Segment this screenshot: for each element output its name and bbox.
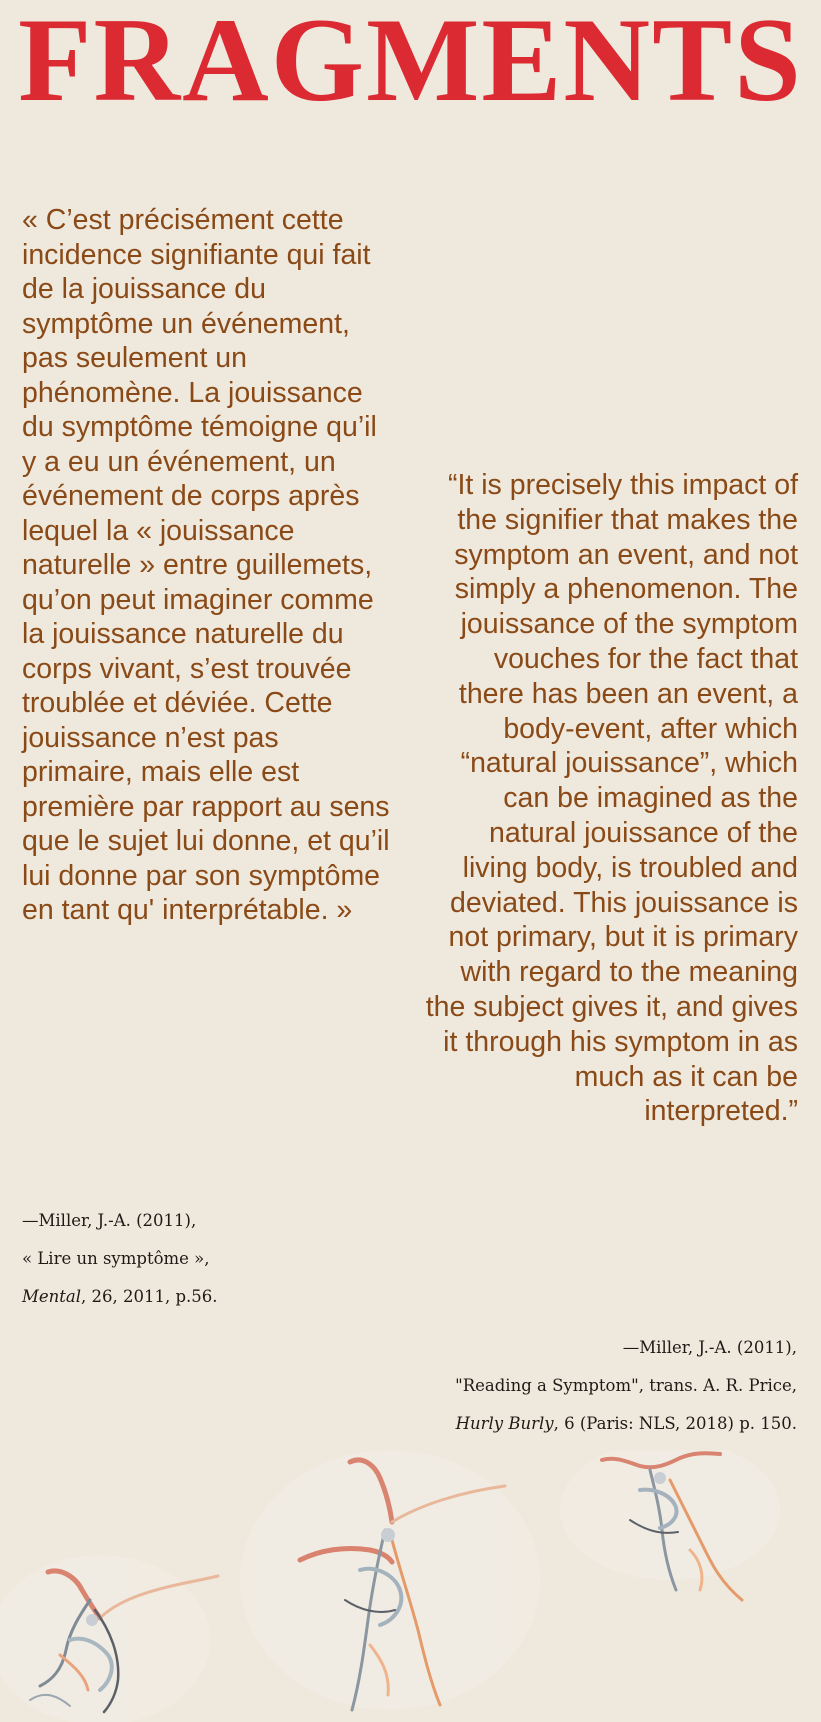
citation-english-details: , 6 (Paris: NLS, 2018) p. 150. — [553, 1414, 797, 1433]
citation-english — [455, 1329, 797, 1443]
citation-french-details: , 26, 2011, p.56. — [81, 1287, 218, 1306]
citation-english-author: —Miller, J.-A. (2011), — [622, 1338, 797, 1357]
quote-english: “It is precisely this impact of the signifier that makes the symptom an event, and not simply a phenomenon. The jouissance of the symptom vouches for the fact that there has been an event, a body-event, after which “natural jouissance”, which can be imagined as the natural jouissance of the living body, is troubled and deviated. This jouissance is not primary, but it is primary with regard to the meaning the subject gives it, and gives it through his symptom in as much as it can be interpreted.” — [425, 469, 798, 1128]
citation-french-journal: Mental — [22, 1287, 82, 1306]
citation-french-title: « Lire un symptôme », — [22, 1249, 210, 1268]
citation-french-source — [22, 1278, 218, 1316]
dancer-figures-illustration — [0, 1450, 821, 1722]
citation-french — [22, 1202, 218, 1316]
citation-english-title: "Reading a Symptom", trans. A. R. Price, — [455, 1376, 797, 1395]
quote-french: « C’est précisément cette incidence signifiante qui fait de la jouissance du symptôme un événement, pas seulement un phénomène. La jouissance du symptôme témoigne qu’il y a eu un événement, un événement de corps après lequel la « jouissance naturelle » entre guillemets, qu’on peut imaginer comme la jouissance naturelle du corps vivant, s’est trouvée troublée et déviée. Cette jouissance n’est pas primaire, mais elle est première par rapport au sens que le sujet lui donne, et qu’il lui donne par son symptôme en tant qu' interprétable. » — [22, 204, 390, 926]
citation-english-journal: Hurly Burly — [455, 1414, 554, 1433]
citation-english-source — [455, 1405, 797, 1443]
page-title: FRAGMENTS — [18, 0, 803, 126]
citation-french-author: —Miller, J.-A. (2011), — [22, 1211, 197, 1230]
